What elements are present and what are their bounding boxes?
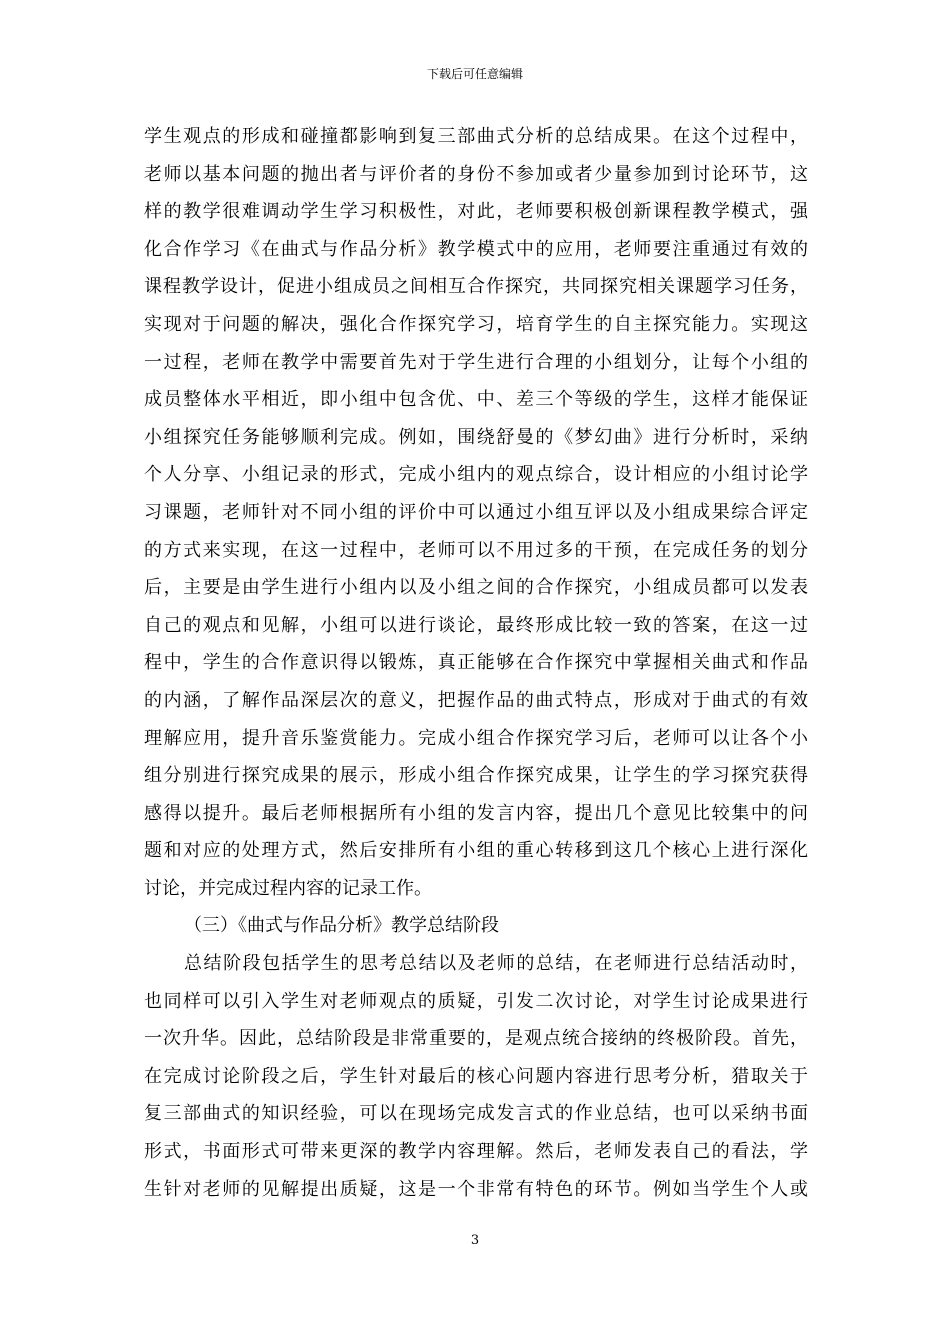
page-number: 3 [470,1233,480,1248]
text-line: 一次升华。因此，总结阶段是非常重要的，是观点统合接纳的终极阶段。首先， [144,1028,808,1050]
text-line: 题和对应的处理方式，然后安排所有小组的重心转移到这几个核心上进行深化 [144,840,808,862]
page-header: 下载后可任意编辑 [426,67,523,81]
text-line: 老师以基本问题的抛出者与评价者的身份不参加或者少量参加到讨论环节，这 [144,163,808,185]
text-line: 形式，书面形式可带来更深的教学内容理解。然后，老师发表自己的看法，学 [144,1141,808,1163]
text-line: 个人分享、小组记录的形式，完成小组内的观点综合，设计相应的小组讨论学 [144,464,808,486]
text-line: 自己的观点和见解，小组可以进行谈论，最终形成比较一致的答案，在这一过 [144,614,808,636]
text-line: 理解应用，提升音乐鉴赏能力。完成小组合作探究学习后，老师可以让各个小 [144,727,808,749]
text-line: 小组探究任务能够顺利完成。例如，围绕舒曼的《梦幻曲》进行分析时，采纳 [144,426,808,448]
text-line: 感得以提升。最后老师根据所有小组的发言内容，提出几个意见比较集中的问 [144,802,808,824]
text-line: 的方式来实现，在这一过程中，老师可以不用过多的干预，在完成任务的划分 [144,539,808,561]
text-line: 样的教学很难调动学生学习积极性，对此，老师要积极创新课程教学模式，强 [144,201,808,223]
text-line: 实现对于问题的解决，强化合作探究学习，培育学生的自主探究能力。实现这 [144,313,808,335]
text-line: 课程教学设计，促进小组成员之间相互合作探究，共同探究相关课题学习任务， [144,276,808,298]
text-line: 组分别进行探究成果的展示，形成小组合作探究成果，让学生的学习探究获得 [144,765,808,787]
text-line: 成员整体水平相近，即小组中包含优、中、差三个等级的学生，这样才能保证 [144,389,808,411]
text-line: 一过程，老师在教学中需要首先对于学生进行合理的小组划分，让每个小组的 [144,351,808,373]
text-line: 程中，学生的合作意识得以锻炼，真正能够在合作探究中掌握相关曲式和作品 [144,652,808,674]
paragraph-1 [144,118,808,907]
section-heading: （三）《曲式与作品分析》教学总结阶段 [184,915,499,937]
text-line: 习课题，老师针对不同小组的评价中可以通过小组互评以及小组成果综合评定 [144,501,808,523]
text-line: 学生观点的形成和碰撞都影响到复三部曲式分析的总结成果。在这个过程中， [144,126,808,147]
text-line: 讨论，并完成过程内容的记录工作。 [144,877,432,899]
text-line: 后，主要是由学生进行小组内以及小组之间的合作探究，小组成员都可以发表 [144,577,808,599]
body-text [144,118,808,1208]
paragraph-2 [144,945,808,1208]
text-line: 也同样可以引入学生对老师观点的质疑，引发二次讨论，对学生讨论成果进行 [144,990,808,1012]
text-line: 化合作学习《在曲式与作品分析》教学模式中的应用，老师要注重通过有效的 [144,238,808,260]
text-line: 在完成讨论阶段之后，学生针对最后的核心问题内容进行思考分析，猎取关于 [144,1065,808,1087]
text-line: 复三部曲式的知识经验，可以在现场完成发言式的作业总结，也可以采纳书面 [144,1103,808,1125]
text-line: 的内涵，了解作品深层次的意义，把握作品的曲式特点，形成对于曲式的有效 [144,689,808,711]
text-line: 总结阶段包括学生的思考总结以及老师的总结，在老师进行总结活动时， [184,953,808,975]
text-line: 生针对老师的见解提出质疑，这是一个非常有特色的环节。例如当学生个人或 [144,1178,808,1200]
